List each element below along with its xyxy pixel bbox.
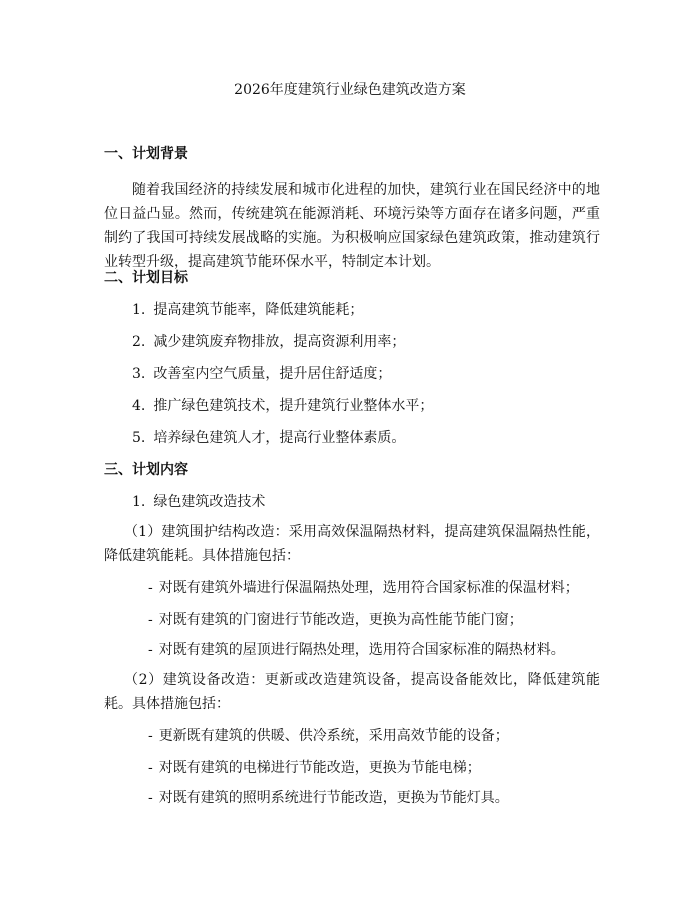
bullet-marker: - bbox=[148, 642, 153, 658]
bullet-text: 更新既有建筑的供暖、供冷系统，采用高效节能的设备； bbox=[158, 728, 509, 744]
bullet-item bbox=[148, 788, 509, 808]
goal-item bbox=[132, 364, 391, 384]
goal-number: 4. bbox=[132, 398, 146, 414]
bullet-text: 对既有建筑的照明系统进行节能改造，更换为节能灯具。 bbox=[158, 790, 509, 806]
bullet-item bbox=[148, 726, 509, 746]
bullet-marker: - bbox=[148, 790, 153, 806]
bullet-text: 对既有建筑的电梯进行节能改造，更换为节能电梯； bbox=[158, 760, 481, 776]
bullet-item bbox=[148, 640, 565, 660]
section-heading-goals: 二、计划目标 bbox=[104, 270, 188, 286]
bullet-marker: - bbox=[148, 728, 153, 744]
subsection-number: 1. bbox=[132, 494, 146, 510]
goal-number: 5. bbox=[132, 430, 146, 446]
goal-item bbox=[132, 428, 405, 448]
goal-item bbox=[132, 396, 433, 416]
bullet-item bbox=[148, 758, 481, 778]
background-paragraph: 随着我国经济的持续发展和城市化进程的加快，建筑行业在国民经济中的地位日益凸显。然而，传统建筑在能源消耗、环境污染等方面存在诸多问题，严重制约了我国可持续发展战略的实施。为积极响应国家绿色建筑政策，推动建筑行业转型升级，提高建筑节能环保水平，特制定本计划。 bbox=[104, 182, 600, 270]
subsection-title bbox=[132, 492, 265, 512]
section-heading-background: 一、计划背景 bbox=[104, 146, 188, 162]
equipment-retrofit-intro: （2）建筑设备改造：更新或改造建筑设备，提高设备能效比，降低建筑能耗。具体措施包括： bbox=[104, 672, 600, 712]
bullet-text: 对既有建筑的屋顶进行隔热处理，选用符合国家标准的隔热材料。 bbox=[158, 642, 565, 658]
goal-text: 改善室内空气质量，提升居住舒适度； bbox=[153, 366, 392, 382]
goal-text: 培养绿色建筑人才，提高行业整体素质。 bbox=[153, 430, 406, 446]
bullet-marker: - bbox=[148, 580, 153, 596]
bullet-item bbox=[148, 610, 523, 630]
goal-text: 提高建筑节能率，降低建筑能耗； bbox=[153, 302, 364, 318]
goal-number: 2. bbox=[132, 334, 146, 350]
bullet-text: 对既有建筑的门窗进行节能改造，更换为高性能节能门窗； bbox=[158, 612, 523, 628]
goal-item bbox=[132, 300, 363, 320]
bullet-marker: - bbox=[148, 612, 153, 628]
subsection-text: 绿色建筑改造技术 bbox=[153, 494, 266, 510]
document-title: 2026年度建筑行业绿色建筑改造方案 bbox=[234, 82, 466, 98]
goal-number: 3. bbox=[132, 366, 146, 382]
bullet-marker: - bbox=[148, 760, 153, 776]
bullet-text: 对既有建筑外墙进行保温隔热处理，选用符合国家标准的保温材料； bbox=[158, 580, 579, 596]
bullet-item bbox=[148, 578, 579, 598]
goal-item bbox=[132, 332, 405, 352]
goal-text: 减少建筑废弃物排放，提高资源利用率； bbox=[153, 334, 406, 350]
envelope-retrofit-intro: （1）建筑围护结构改造：采用高效保温隔热材料，提高建筑保温隔热性能，降低建筑能耗。具体措施包括： bbox=[104, 524, 600, 564]
goal-text: 推广绿色建筑技术，提升建筑行业整体水平； bbox=[153, 398, 434, 414]
goal-number: 1. bbox=[132, 302, 146, 318]
section-heading-content: 三、计划内容 bbox=[104, 462, 188, 478]
